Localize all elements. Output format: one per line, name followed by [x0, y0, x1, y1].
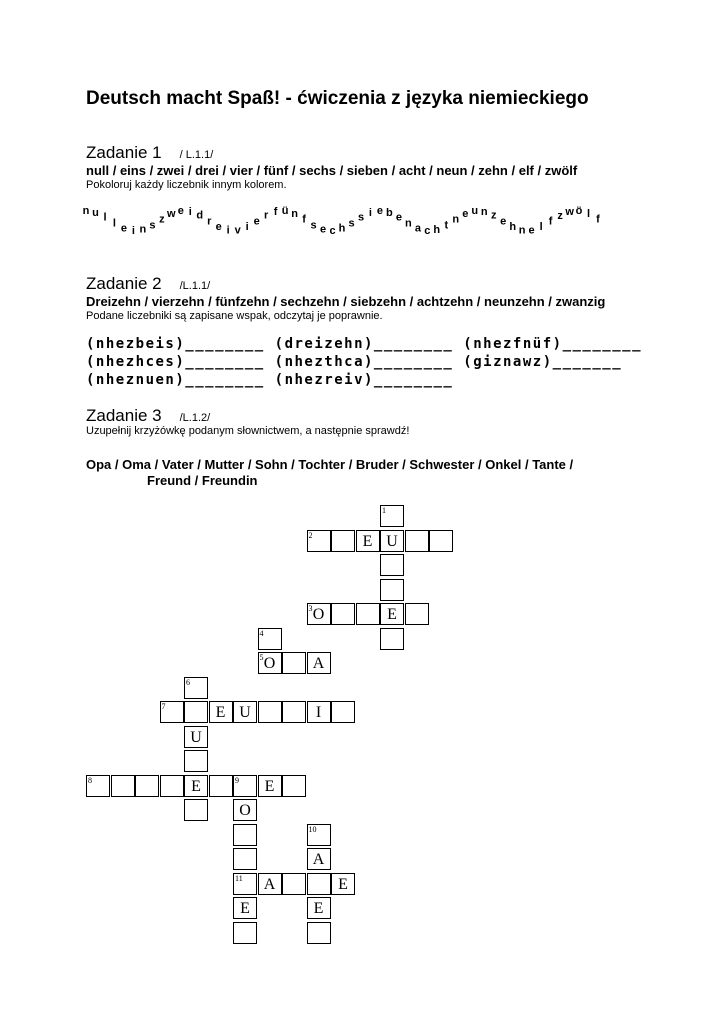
snake-letter: f [548, 215, 553, 228]
task3-code: /L.1.2/ [179, 412, 211, 424]
crossword-cell[interactable] [356, 603, 380, 625]
snake-letter: h [509, 221, 517, 234]
task2-words: Dreizehn / vierzehn / fünfzehn / sechzehn / siebzehn / achtzehn / neunzehn / zwanzig [86, 294, 606, 309]
snake-letter: e [319, 223, 327, 236]
crossword-cell[interactable] [282, 701, 306, 723]
crossword-cell[interactable] [331, 530, 355, 552]
crossword-cell[interactable] [380, 579, 404, 601]
crossword-cell[interactable] [184, 726, 208, 748]
crossword-cell[interactable] [307, 530, 331, 552]
cell-letter: E [264, 777, 275, 795]
snake-letter: h [433, 223, 441, 236]
crossword-cell[interactable] [209, 701, 233, 723]
task3-header [86, 406, 210, 426]
snake-letter: c [424, 224, 431, 237]
task2-header [86, 274, 210, 294]
reversed-line-2: (nhezhces)________ (nhezthca)________ (giznawz)_______ [86, 354, 623, 370]
task3-words-line1: Opa / Oma / Vater / Mutter / Sohn / Tochter / Bruder / Schwester / Onkel / Tante / [86, 457, 574, 472]
crossword-cell[interactable] [233, 799, 257, 821]
snake-letter: f [273, 205, 278, 218]
snake-letter: z [557, 209, 563, 222]
crossword-cell[interactable] [307, 824, 331, 846]
clue-number: 1 [382, 506, 386, 515]
crossword-cell[interactable] [86, 775, 110, 797]
crossword-cell[interactable] [233, 775, 257, 797]
cell-letter: E [338, 875, 348, 893]
snake-letter: u [92, 206, 99, 219]
snake-letter: t [444, 219, 449, 232]
cell-letter: U [386, 532, 398, 550]
clue-number: 4 [259, 628, 264, 638]
task3-words-line2: Freund / Freundin [147, 473, 258, 488]
clue-number: 11 [235, 873, 243, 883]
snake-letter: r [263, 209, 269, 222]
crossword-cell[interactable] [380, 603, 404, 625]
snake-letter: ö [575, 205, 583, 218]
snake-letter: s [357, 211, 365, 224]
crossword-cell[interactable] [184, 799, 208, 821]
crossword-cell[interactable] [282, 873, 306, 895]
clue-number: 6 [186, 677, 190, 687]
crossword-cell[interactable] [380, 554, 404, 576]
snake-letter: f [596, 213, 600, 226]
crossword-cell[interactable] [184, 775, 208, 797]
task1-heading: Zadanie 1 [86, 143, 162, 162]
crossword-cell[interactable] [380, 505, 404, 527]
task2-heading: Zadanie 2 [86, 274, 162, 293]
snake-letter: l [586, 208, 591, 221]
crossword-cell[interactable] [233, 824, 257, 846]
crossword-cell[interactable] [405, 603, 429, 625]
crossword-cell[interactable] [209, 775, 233, 797]
crossword-cell[interactable] [380, 530, 404, 552]
snake-letter: l [539, 221, 543, 234]
crossword-cell[interactable] [258, 775, 282, 797]
snake-letter: e [215, 221, 222, 234]
crossword-cell[interactable] [233, 922, 257, 944]
snake-letter: s [310, 219, 317, 232]
snake-letter: e [120, 222, 127, 235]
snake-letter: n [452, 213, 460, 226]
task1-code: / L.1.1/ [179, 149, 214, 161]
cell-letter: A [312, 851, 325, 868]
snake-letter: e [500, 215, 507, 228]
task1-instruction: Pokoloruj każdy liczebnik innym kolorem. [86, 179, 287, 191]
crossword-cell[interactable] [307, 848, 331, 870]
snake-letter: i [188, 205, 192, 218]
crossword-cell[interactable] [184, 701, 208, 723]
snake-letter: e [253, 215, 260, 228]
snake-letter: i [245, 221, 249, 234]
cell-letter: U [190, 728, 202, 746]
cell-letter: E [313, 900, 324, 917]
task1-words: null / eins / zwei / drei / vier / fünf / sechs / sieben / acht / neun / zehn / elf / zwölf [86, 163, 578, 178]
snake-letter: w [167, 208, 176, 221]
task3-instruction: Uzupełnij krzyżówkę podanym słownictwem, a następnie sprawdź! [86, 425, 410, 437]
crossword-cell[interactable] [184, 677, 208, 699]
snake-letter: e [528, 224, 535, 237]
crossword-cell[interactable] [258, 628, 282, 650]
crossword-cell[interactable] [233, 701, 257, 723]
cell-letter: A [312, 655, 325, 672]
crossword-cell[interactable] [282, 652, 306, 674]
snake-letter: i [226, 224, 230, 237]
cell-letter: E [191, 777, 201, 795]
crossword-cell[interactable] [405, 530, 429, 552]
snake-letter: n [291, 208, 298, 221]
crossword-cell[interactable] [233, 897, 257, 919]
snake-letter: e [462, 208, 469, 221]
crossword-cell[interactable] [331, 603, 355, 625]
snake-letter: b [386, 206, 393, 219]
snake-letter: d [196, 209, 204, 222]
cell-letter: E [215, 704, 226, 721]
crossword-cell[interactable] [258, 873, 282, 895]
cell-letter: O [263, 655, 276, 672]
snake-letter: n [82, 205, 90, 217]
crossword-cell[interactable] [258, 652, 282, 674]
crossword-cell[interactable] [184, 750, 208, 772]
clue-number: 2 [308, 530, 313, 540]
crossword-cell[interactable] [307, 922, 331, 944]
task1-header [86, 143, 213, 163]
crossword-cell[interactable] [233, 848, 257, 870]
snake-letter: e [376, 205, 383, 217]
snake-letter: l [103, 211, 107, 224]
cell-letter: O [239, 802, 251, 819]
clue-number: 10 [308, 824, 317, 834]
snake-letter: ü [281, 205, 289, 218]
crossword-cell[interactable] [307, 603, 331, 625]
snake-letter: n [518, 224, 526, 237]
snake-letter: u [471, 205, 479, 218]
snake-letter: i [131, 224, 135, 237]
page-title: Deutsch macht Spaß! - ćwiczenia z języka niemieckiego [86, 88, 589, 109]
snake-letter: n [480, 205, 488, 218]
reversed-line-1: (nhezbeis)________ (dreizehn)________ (nhezfnüf)________ [86, 336, 643, 352]
number-snake [0, 200, 725, 250]
clue-number: 9 [235, 775, 239, 785]
crossword-cell[interactable] [307, 652, 331, 674]
task3-heading: Zadanie 3 [86, 406, 162, 425]
crossword-cell[interactable] [307, 897, 331, 919]
snake-letter: a [414, 222, 421, 235]
clue-number: 5 [259, 653, 264, 662]
snake-letter: s [149, 219, 156, 232]
crossword-cell[interactable] [331, 701, 355, 723]
crossword-cell[interactable] [111, 775, 135, 797]
snake-letter: i [368, 206, 372, 219]
cell-letter: E [387, 606, 397, 623]
cell-letter: I [315, 704, 322, 721]
snake-letter: s [348, 217, 355, 230]
snake-letter: w [565, 205, 574, 218]
snake-letter: h [338, 222, 346, 235]
snake-letter: n [139, 223, 147, 236]
task2-code: /L.1.1/ [179, 280, 211, 292]
clue-number: 8 [88, 775, 92, 785]
clue-number: 3 [308, 604, 313, 613]
reversed-line-3: (nheznuen)________ (nhezreiv)________ [86, 372, 454, 388]
cell-letter: E [362, 532, 373, 550]
task2-instruction: Podane liczebniki są zapisane wspak, odczytaj je poprawnie. [86, 310, 383, 322]
snake-letter: e [395, 211, 402, 224]
crossword-cell[interactable] [356, 530, 380, 552]
snake-letter: n [405, 217, 412, 230]
snake-letter: v [234, 224, 241, 237]
snake-letter: z [159, 213, 165, 226]
crossword-cell[interactable] [380, 628, 404, 650]
cell-letter: E [240, 900, 250, 917]
snake-letter: z [490, 209, 497, 222]
crossword-cell[interactable] [233, 873, 257, 895]
cell-letter: U [239, 704, 251, 721]
crossword-cell[interactable] [307, 873, 331, 895]
clue-number: 7 [161, 702, 166, 711]
crossword-cell[interactable] [258, 701, 282, 723]
snake-letter: f [302, 213, 306, 226]
crossword-cell[interactable] [429, 530, 453, 552]
crossword-cell[interactable] [160, 701, 184, 723]
crossword-cell[interactable] [307, 701, 331, 723]
cell-letter: A [263, 875, 276, 893]
crossword-cell[interactable] [135, 775, 159, 797]
snake-letter: r [207, 215, 212, 228]
crossword-cell[interactable] [331, 873, 355, 895]
crossword-cell[interactable] [282, 775, 306, 797]
snake-letter: e [177, 205, 184, 218]
snake-letter: c [329, 225, 336, 237]
crossword-cell[interactable] [160, 775, 184, 797]
snake-letter: l [112, 217, 116, 230]
cell-letter: O [312, 606, 325, 623]
